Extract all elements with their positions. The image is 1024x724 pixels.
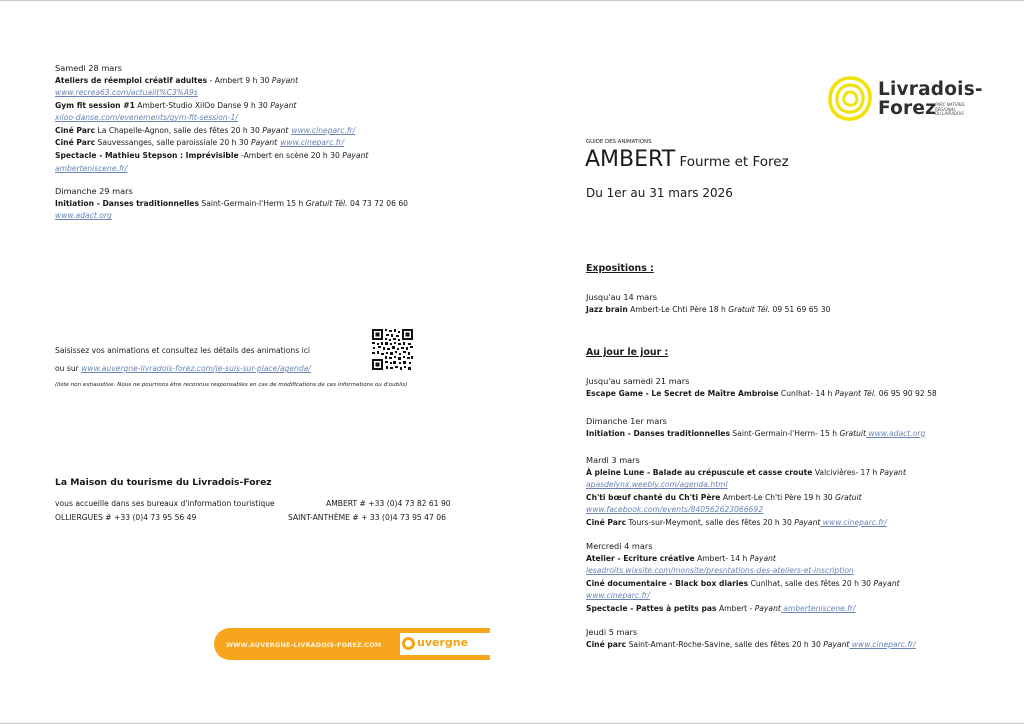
event-line [55,100,368,113]
ambert-phone: AMBERT # +33 (0)4 73 82 61 90 [326,499,451,508]
info-prefix: ou sur [55,364,82,373]
event-details: Saint-Amant-Roche-Savine, salle des fêtes 20 h 30 [626,639,824,649]
event-details: Sauvessanges, salle paroissiale 20 h 30 [95,138,251,148]
event-title: Ciné Parc [586,517,627,527]
day-heading: Samedi 28 mars [55,63,122,73]
website-banner[interactable] [214,628,490,660]
day-heading: Jusqu'au samedi 21 mars [586,376,690,386]
event-title: Ch'ti bœuf chanté du Ch'ti Père [586,492,721,502]
event-price: Payant [754,603,781,613]
logo-subtitle: PARC NATUREL RÉGIONAL DU LIVRADOIS [935,102,966,117]
event-title: Ciné parc [586,639,627,649]
jour-day-block-5 [586,626,916,651]
event-title: Atelier - Ecriture créative [586,553,695,563]
event-details: Cunlhat, salle des fêtes 20 h 30 [748,578,874,588]
event-price: Payant Tél. [834,388,877,398]
guide-label: GUIDE DES ANIMATIONS [586,139,652,145]
event-details: Ambert- 14 h [694,553,750,563]
event-title: Ciné Parc [55,138,96,148]
day-heading: Jusqu'au 14 mars [586,292,657,302]
saint-antheme-phone: SAINT-ANTHÈME # + 33 (0)4 73 95 47 06 [288,513,446,522]
jour-day-block-3 [586,454,906,529]
event-line [586,639,916,652]
event-details: Ambert-Studio XilOo Danse 9 h 30 [134,100,271,110]
event-line [55,150,368,163]
agenda-link[interactable]: www.auvergne-livradois-forez.com/je-suis-sur-place/agenda/ [81,364,311,373]
event-price: Payant [794,517,821,527]
event-price: Gratuit Tél. [305,198,348,208]
logo-line-2: Forez [878,98,937,119]
event-link[interactable]: www.cineparc.fr/ [849,639,916,649]
day-heading: Mercredi 4 mars [586,541,653,551]
event-price: Payant [879,467,906,477]
event-line [586,492,906,505]
event-price: Gratuit [839,428,867,438]
day-heading: Jeudi 5 mars [586,627,638,637]
event-title: Escape Game - Le Secret de Maître Ambroise [586,388,779,398]
disclaimer: (liste non exhaustive. Nous ne pourrions être reconnus responsables en cas de modifications de ces informations ou d'oublis) [55,382,408,388]
livradois-forez-logo-icon [826,75,874,123]
city-title: AMBERT [585,147,676,172]
event-price: Payant [823,639,850,649]
event-details: Ambert - [716,603,755,613]
event-link[interactable]: www.adact.org [866,428,926,438]
auvergne-wordmark: uvergne [417,636,469,649]
event-link[interactable]: www.cineparc.fr/ [586,591,650,601]
event-link[interactable]: www.facebook.com/events/840562623066692 [586,505,764,515]
event-details: Valcivières- 17 h [812,467,880,477]
auvergne-a-icon [402,637,415,650]
info-line-2 [55,363,311,376]
event-line [586,304,830,317]
event-line [586,467,906,480]
event-title: Initiation - Danses traditionnelles [55,198,199,208]
event-price: Payant [271,75,299,85]
day-heading: Mardi 3 mars [586,455,640,465]
event-line [586,603,900,616]
event-price: Payant [342,151,369,161]
event-title: Ciné documentaire - Black box diaries [586,578,749,588]
event-details: Ambert-Le Ch'ti Père 19 h 30 [720,492,836,502]
left-day-block-1 [55,62,368,175]
event-link[interactable]: amberteniscene.fr/ [780,603,856,613]
event-phone: 04 73 72 06 60 [347,198,408,208]
event-details: - Ambert 9 h 30 [207,75,272,85]
event-title: Initiation - Danses traditionnelles [586,428,730,438]
event-line [55,137,368,150]
event-line [586,517,906,530]
maison-intro: vous accueille dans ses bureaux d'information touristique [55,499,275,508]
event-price: Payant [749,553,776,563]
info-line-1: Saisissez vos animations et consultez les détails des animations ici [55,346,310,355]
event-price: Gratuit Tél. [728,304,771,314]
expositions-block [586,291,830,316]
event-line [586,428,925,441]
event-details: Tours-sur-Meymont, salle des fêtes 20 h 30 [626,517,795,527]
event-title: Ciné Parc [55,125,96,135]
maison-title: La Maison du tourisme du Livradois-Forez [55,477,272,488]
jour-day-block-1 [586,375,937,400]
event-title: À pleine Lune - Balade au crépuscule et casse croute [586,467,813,477]
auvergne-logo [400,633,490,655]
left-day-block-2 [55,185,408,223]
event-details: Ambert-Le Chti Père 18 h [627,304,729,314]
event-details: -Ambert en scène 20 h 30 [238,151,343,161]
event-link[interactable]: www.adact.org [55,211,112,221]
logo-line-1: Livradois- [878,79,983,100]
expositions-heading: Expositions : [586,263,654,274]
event-line [586,388,937,401]
event-link[interactable]: www.cineparc.fr/ [820,517,887,527]
event-price: Payant [262,125,289,135]
event-link[interactable]: www.cineparc.fr/ [291,125,356,135]
event-link[interactable]: apasdelynx.weebly.com/agenda.html [586,480,728,490]
event-details: Saint-Germain-l'Herm- 15 h [729,428,840,438]
jour-day-block-4 [586,540,900,615]
event-title: Ateliers de réemploi créatif adultes [55,75,208,85]
event-price: Payant [270,100,297,110]
event-line [586,578,900,591]
jour-heading: Au jour le jour : [586,347,669,358]
event-price: Payant [250,138,278,148]
event-line [55,125,368,138]
event-phone: 09 51 69 65 30 [770,304,831,314]
event-link[interactable]: lesadroits.wixsite.com/monsite/presntations-des-ateliers-et-inscription [586,566,854,576]
event-line [586,553,900,566]
event-link[interactable]: www.cineparc.fr/ [280,138,345,148]
event-line [55,75,368,88]
event-link[interactable]: www.recrea63.com/actualit%C3%A9s [55,88,198,98]
city-subtitle: Fourme et Forez [675,154,789,170]
page-title [585,147,789,172]
event-details: Cunlhat- 14 h [778,388,835,398]
event-price: Gratuit [835,492,862,502]
event-phone: 06 95 90 92 58 [876,388,937,398]
day-heading: Dimanche 29 mars [55,186,133,196]
event-link[interactable]: amberteniscene.fr/ [55,163,128,173]
qr-code[interactable] [371,328,414,371]
event-details: Saint-Germain-l'Herm 15 h [198,198,306,208]
jour-day-block-2 [586,415,925,440]
event-link[interactable]: xiloo-danse.com/evenements/gym-fit-session-1/ [55,113,238,123]
event-title: Spectacle - Mathieu Stepson : Imprévisible [55,151,239,161]
banner-url[interactable]: WWW.AUVERGNE-LIVRADOIS-FOREZ.COM [226,641,382,649]
day-heading: Dimanche 1er mars [586,416,667,426]
event-title: Gym fit session #1 [55,100,135,110]
event-title: Jazz brain [586,304,628,314]
event-title: Spectacle - Pattes à petits pas [586,603,717,613]
event-line [55,198,408,211]
date-range: Du 1er au 31 mars 2026 [586,186,733,200]
event-details: La Chapelle-Agnon, salle des fêtes 20 h 30 [95,125,263,135]
event-price: Payant [873,578,900,588]
olliergues-phone: OLLIERGUES # +33 (0)4 73 95 56 49 [55,513,197,522]
